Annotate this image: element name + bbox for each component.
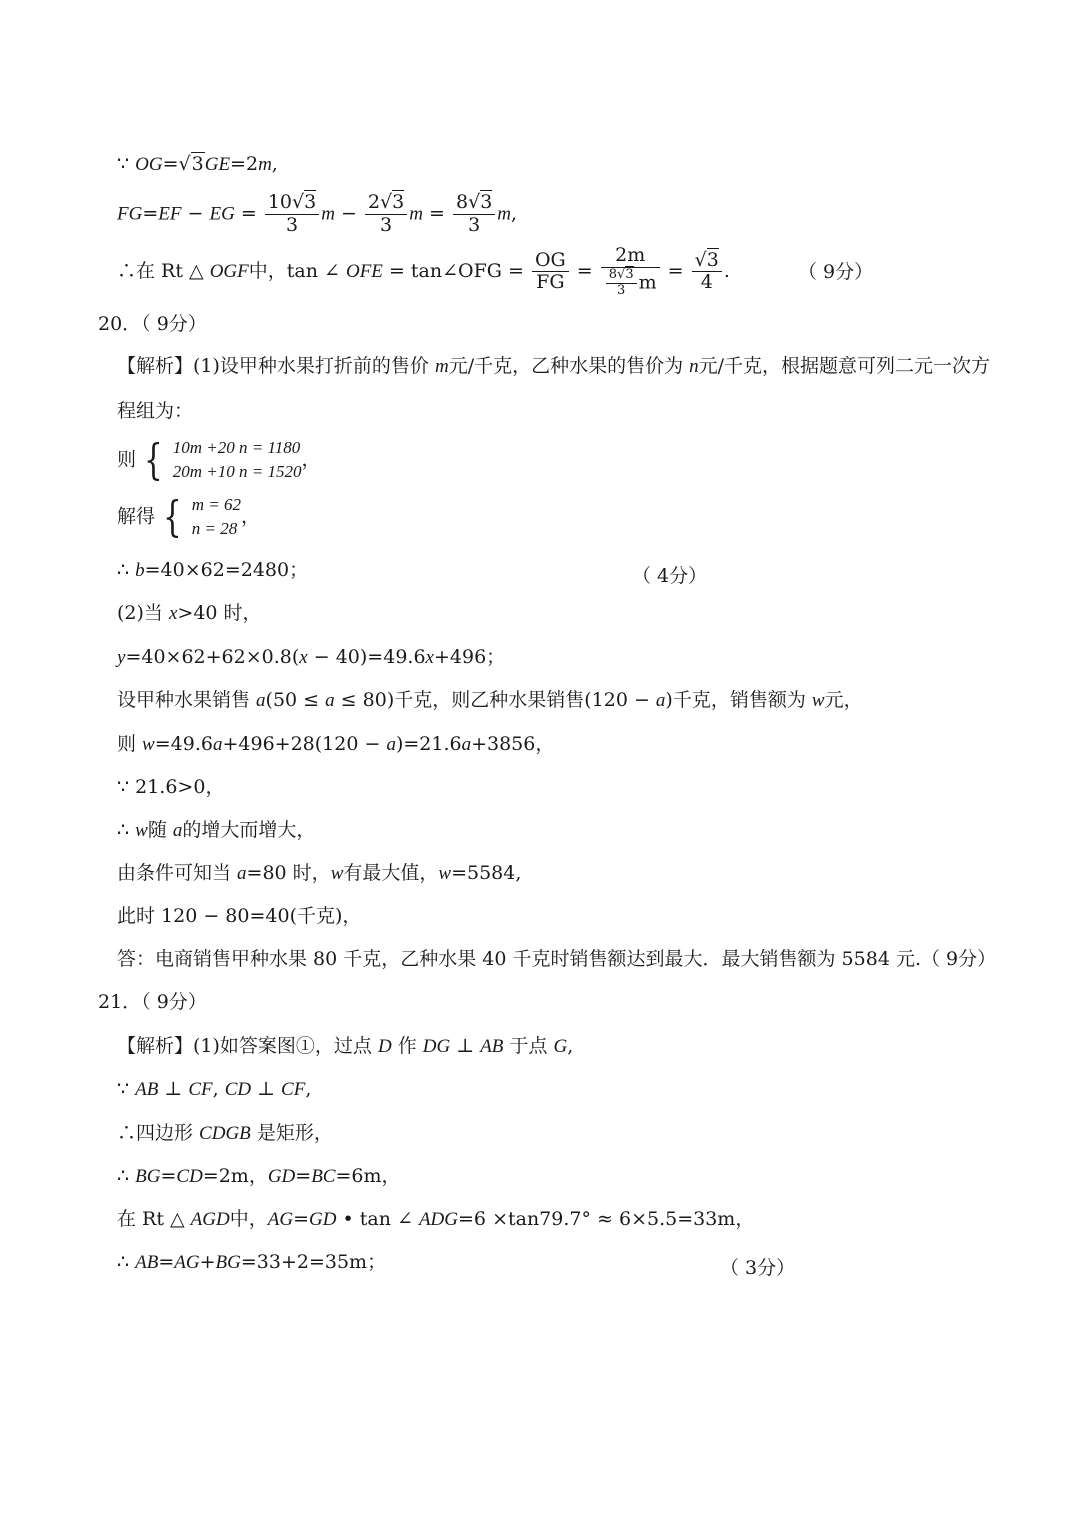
score-part19: （ 9分） [798,261,874,283]
q21-line3: ∴四边形 CDGB 是矩形， [117,1122,333,1144]
q20-header: 20．（ 9分） [98,313,207,335]
q21-line2: ∵ AB ⊥ CF, CD ⊥ CF, [117,1078,312,1100]
q20-line12: 由条件可知当 a=80 时，w有最大值，w=5584, [117,862,522,884]
score-q20-a: （ 4分） [632,565,708,587]
q20-line11: ∴ w随 a的增大而增大， [117,819,316,841]
q20-line8: 设甲种水果销售 a(50 ≤ a ≤ 80)千克，则乙种水果销售(120 − a)千克，销售额为 w元， [117,689,863,711]
line-fg: FG=EF − EG = $\frac{10√3}{3}$ m − $\frac{2√3}{3}$ m = $\frac{8√3}{3}$ m, [117,191,518,236]
line-og: ∵ OG=√3GE=2m, [117,153,278,175]
q20-answer: 答：电商销售甲种水果 80 千克，乙种水果 40 千克时销售额达到最大．最大销售额为 5584 元.（ 9分） [117,948,997,970]
q21-header: 21．（ 9分） [98,991,207,1013]
q20-line10: ∵ 21.6>0， [117,776,225,798]
q20-line9: 则 w=49.6a+496+28(120 − a)=21.6a+3856， [117,733,555,755]
q20-system2: 解得 { m = 62 n = 28 ， [117,492,261,541]
q20-line6: (2)当 x>40 时， [117,602,262,624]
q21-line1: 【解析】(1)如答案图①，过点 D 作 DG ⊥ AB 于点 G, [117,1035,574,1057]
q21-line6: ∴ AB=AG+BG=33+2=35m； [117,1251,387,1273]
q20-line13: 此时 120 − 80=40(千克)， [117,905,362,927]
q20-line7: y=40×62+62×0.8(x − 40)=49.6x+496； [117,646,506,668]
q21-line5: 在 Rt △ AGD中，AG=GD • tan ∠ ADG=6 ×tan79.7° ≈ 6×5.5=33m， [117,1208,755,1230]
q20-line5: ∴ b=40×62=2480； [117,559,309,581]
q21-line4: ∴ BG=CD=2m，GD=BC=6m， [117,1165,401,1187]
line-tan: ∴在 Rt △ OGF中，tan ∠ OFE = tan∠OFG = $\frac{OG}{FG}$ = 2m $\frac{8√3}{3}$ m = $\frac{√3}{4}$ . [117,244,730,298]
q20-line2: 程组为： [117,400,194,422]
q20-system1: 则 { 10m +20 n = 1180 20m +10 n = 1520 ， [117,435,321,484]
q20-line1: 【解析】(1)设甲种水果打折前的售价 m元/千克，乙种水果的售价为 n元/千克，根据题意可列二元一次方 [117,355,991,377]
score-q21-a: （ 3分） [720,1257,796,1279]
